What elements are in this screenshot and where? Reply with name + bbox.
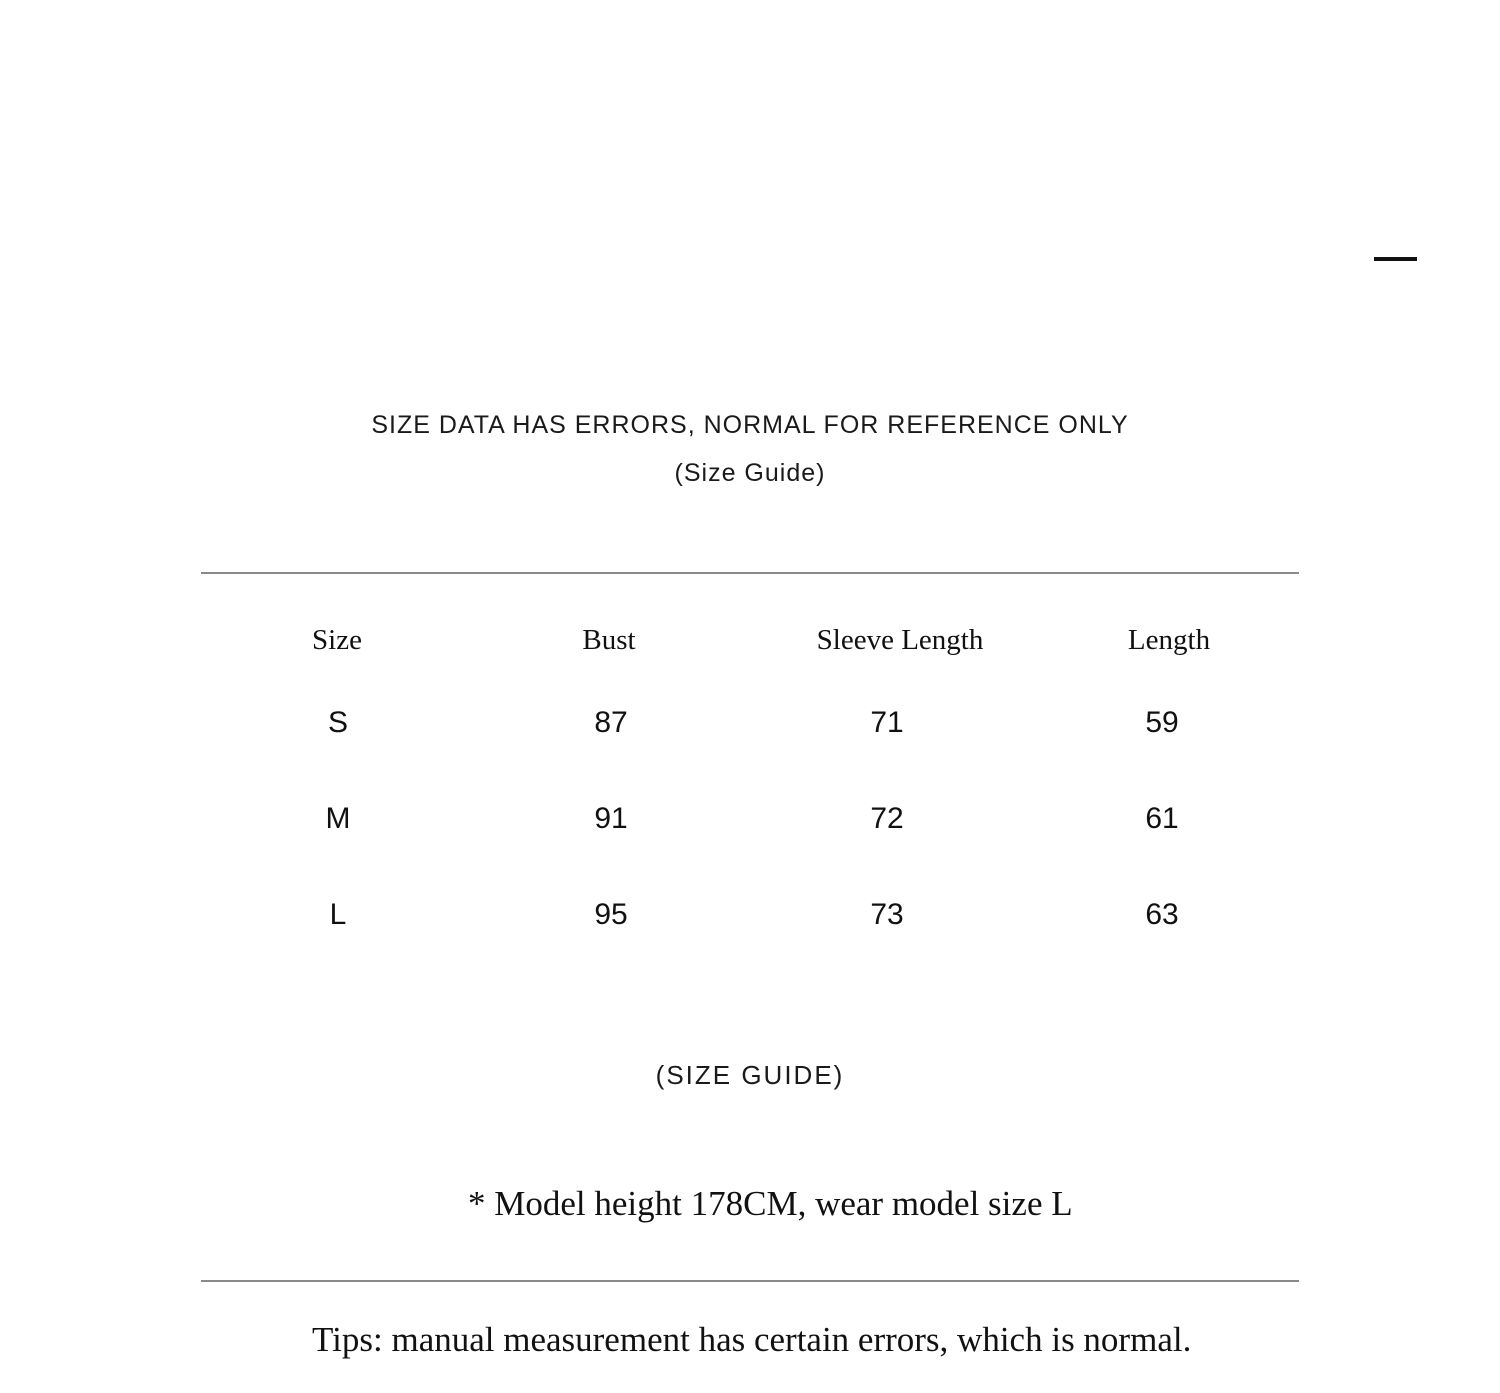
cell-length: 63	[1145, 898, 1179, 931]
cell-sleeve-length: 72	[870, 802, 904, 835]
column-header-length: Length	[1127, 624, 1211, 656]
size-notice: SIZE DATA HAS ERRORS, NORMAL FOR REFERENCE ONLY	[371, 411, 1129, 439]
bottom-divider	[201, 1280, 1299, 1282]
top-divider	[201, 572, 1299, 574]
cell-bust: 91	[594, 802, 628, 835]
cell-size: S	[327, 706, 348, 739]
column-header-size: Size	[312, 624, 362, 656]
minus-icon	[1374, 257, 1417, 261]
cell-sleeve-length: 73	[870, 898, 904, 931]
column-header-sleeve-length: Sleeve Length	[816, 624, 984, 656]
cell-bust: 87	[594, 706, 628, 739]
cell-sleeve-length: 71	[870, 706, 904, 739]
model-note: * Model height 178CM, wear model size L	[468, 1184, 1073, 1223]
tips-text: Tips: manual measurement has certain errors, which is normal.	[312, 1320, 1192, 1359]
size-guide-subtitle: (Size Guide)	[674, 459, 826, 487]
cell-size: L	[329, 898, 347, 931]
column-header-bust: Bust	[582, 624, 636, 656]
cell-size: M	[325, 802, 351, 835]
cell-length: 59	[1145, 706, 1179, 739]
size-guide-label: (SIZE GUIDE)	[655, 1060, 845, 1090]
cell-length: 61	[1145, 802, 1179, 835]
cell-bust: 95	[594, 898, 628, 931]
